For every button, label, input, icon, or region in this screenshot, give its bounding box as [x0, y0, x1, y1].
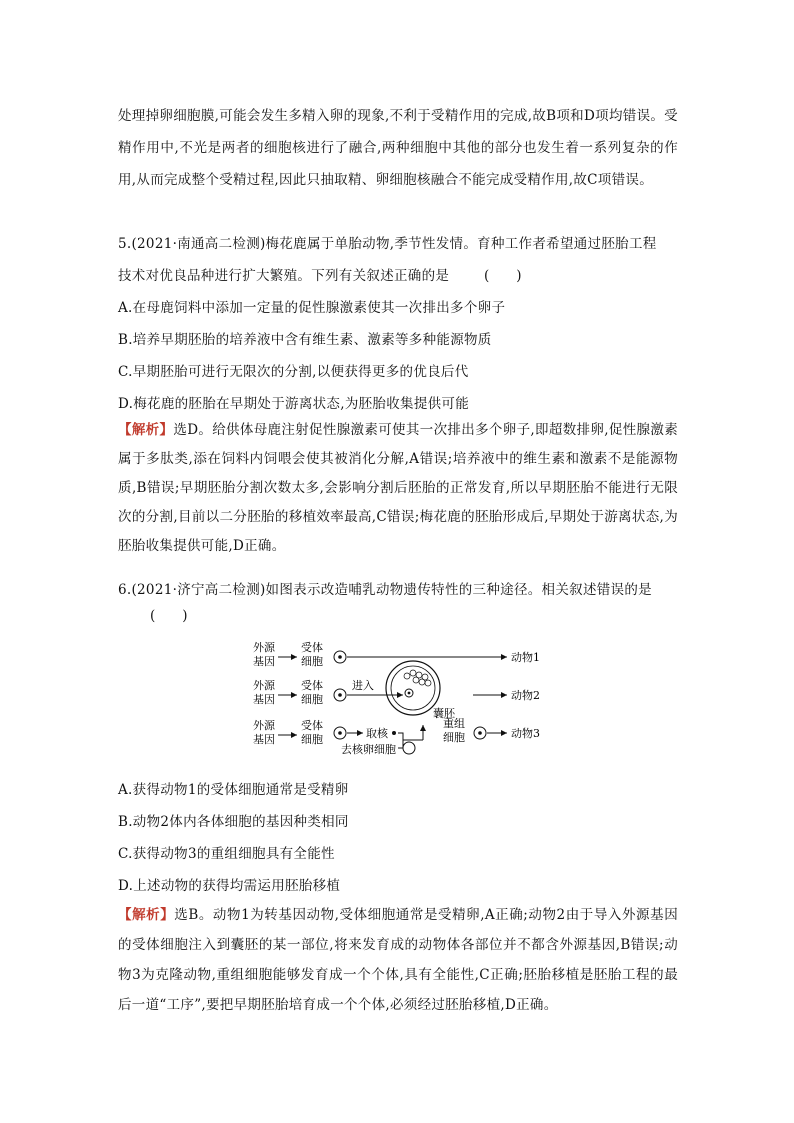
row2-recv-label-a: 受体 [301, 679, 323, 692]
blastocyst-outer-icon [386, 661, 440, 715]
q6-option-c: C.获得动物3的重组细胞具有全能性 [118, 846, 335, 862]
paragraph-prev-analysis: 处理掉卵细胞膜,可能会发生多精入卵的现象,不利于受精作用的完成,故B项和D项均错误。受精作用中,不光是两者的细胞核进行了融合,两种细胞中其他的部分也发生着一系列复杂的作用,从而完成整个受精过程,因此只抽取精、卵细胞核融合不能完成受精作用,故C项错误。 [118, 108, 678, 188]
q6-option-b: B.动物2体内各体细胞的基因种类相同 [118, 814, 349, 830]
recomb-label-a: 重组 [443, 717, 465, 730]
take-nucleus-label: 取核 [366, 727, 388, 740]
q5-option-a: A.在母鹿饲料中添加一定量的促性腺激素使其一次排出多个卵子 [118, 300, 506, 316]
nucleus-dot-icon [392, 731, 396, 735]
row1-ext-gene-label-b: 基因 [253, 655, 275, 668]
q6-analysis-tag: 【解析】 [118, 907, 175, 923]
q5-answer-paren: ( ) [484, 268, 522, 284]
animal3-label: 动物3 [511, 727, 540, 740]
row2-ext-gene-label-b: 基因 [253, 693, 275, 706]
recomb-label-b: 细胞 [443, 731, 465, 744]
q6-answer-paren: ( ) [150, 608, 188, 624]
merge-bracket [398, 733, 423, 748]
blastocyst-inner-icon [391, 666, 435, 710]
row3-ext-gene-label-a: 外源 [253, 719, 275, 732]
q5-stem-line2: 技术对优良品种进行扩大繁殖。下列有关叙述正确的是 [118, 268, 450, 284]
enter-label: 进入 [352, 679, 374, 692]
row1-recv-label-a: 受体 [301, 641, 323, 654]
row3-recv-label-a: 受体 [301, 719, 323, 732]
blastocyst-label: 囊胚 [433, 707, 455, 720]
row1-ext-gene-label-a: 外源 [253, 641, 275, 654]
row3-recv-label-b: 细胞 [301, 733, 323, 746]
q5-option-d: D.梅花鹿的胚胎在早期处于游离状态,为胚胎收集提供可能 [118, 396, 470, 412]
q6-stem: 6.(2021·济宁高二检测)如图表示改造哺乳动物遗传特性的三种途径。相关叙述错误的是 [118, 582, 652, 598]
genetic-modification-diagram [245, 635, 565, 760]
row2-recv-label-b: 细胞 [301, 693, 323, 706]
q6-analysis-text: 选B。动物1为转基因动物,受体细胞通常是受精卵,A正确;动物2由于导入外源基因的受体细胞注入到囊胚的某一部位,将来发育成的动物体各部位并不都含外源基因,B错误;动物3为克隆动物,重组细胞能够发育成一个个体,具有全能性,C正确;胚胎移植是胚胎工程的最后一道“工序”,要把早期胚胎培育成一个个体,必须经过胚胎移植,D正确。 [118, 907, 679, 1013]
inner-cell-mass-icon [404, 670, 431, 686]
q6-option-d: D.上述动物的获得均需运用胚胎移植 [118, 878, 341, 894]
q5-analysis [118, 416, 678, 561]
row1-recv-label-b: 细胞 [301, 655, 323, 668]
q5-option-c: C.早期胚胎可进行无限次的分割,以便获得更多的优良后代 [118, 364, 469, 380]
q5-analysis-text: 选D。给供体母鹿注射促性腺激素可使其一次排出多个卵子,即超数排卵,促性腺激素属于多肽类,添在饲料内饲喂会使其被消化分解,A错误;培养液中的维生素和激素不是能源物质,B错误;早期胚胎分割次数太多,会影响分割后胚胎的正常发育,所以早期胚胎不能进行无限次的分割,目前以二分胚胎的移植效率最高,C错误;梅花鹿的胚胎形成后,早期处于游离状态,为胚胎收集提供可能,D正确。 [118, 422, 679, 554]
q5-option-b: B.培养早期胚胎的培养液中含有维生素、激素等多种能源物质 [118, 332, 492, 348]
enucleated-egg-label: 去核卵细胞 [341, 743, 396, 756]
q6-analysis [118, 900, 678, 1020]
q6-option-a: A.获得动物1的受体细胞通常是受精卵 [118, 782, 349, 798]
row3-ext-gene-label-b: 基因 [253, 733, 275, 746]
enucleated-egg-icon [403, 742, 415, 754]
q5-stem-line1: 5.(2021·南通高二检测)梅花鹿属于单胎动物,季节性发情。育种工作者希望通过胚胎工程 [118, 236, 657, 252]
row2-ext-gene-label-a: 外源 [253, 679, 275, 692]
animal1-label: 动物1 [511, 651, 540, 664]
q5-analysis-tag: 【解析】 [118, 422, 174, 438]
animal2-label: 动物2 [511, 689, 540, 702]
